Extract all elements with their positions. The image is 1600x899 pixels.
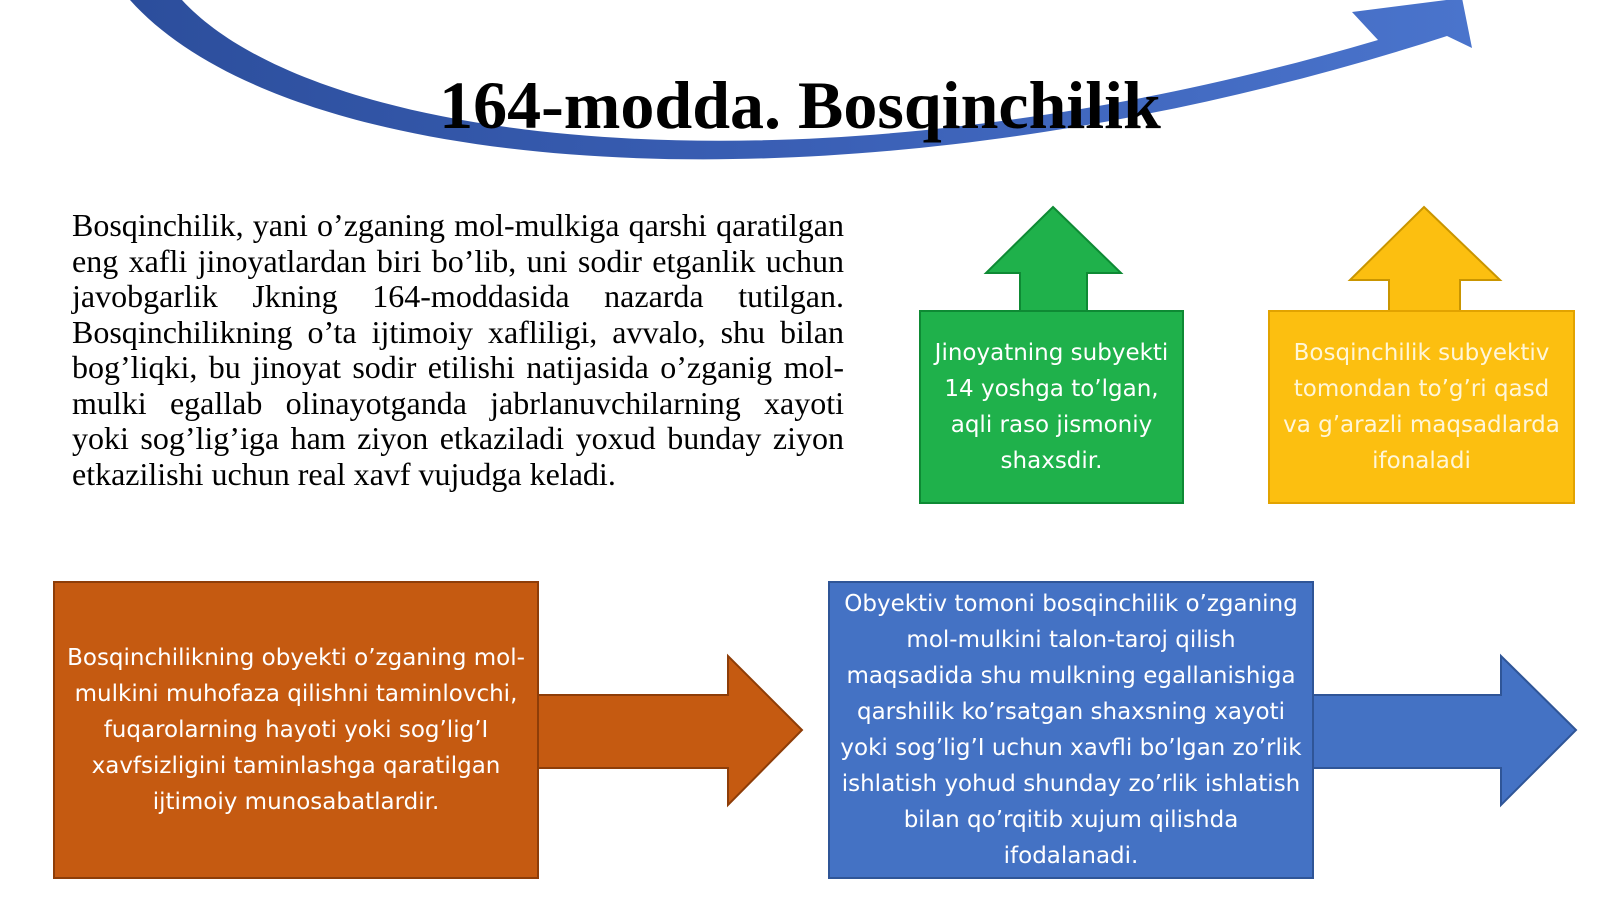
up-arrow-icon (986, 207, 1121, 311)
right-arrow-icon (1312, 656, 1576, 805)
subject-box (919, 310, 1184, 504)
subjective-side-box (1268, 310, 1575, 504)
object-text: Bosqinchilikning obyekti o’zganing mol-mulkini muhofaza qilishni taminlovchi, fuqarolarning hayoti yoki sog’lig’I xavfsizligini taminlashga qaratilgan ijtimoiy munosabatlardir. (67, 645, 525, 815)
up-arrow-icon (1350, 207, 1500, 311)
subjective-side-text: Bosqinchilik subyektiv tomondan to’g’ri qasd va g’arazli maqsadlarda ifonaladi (1283, 340, 1560, 474)
intro-paragraph: Bosqinchilik, yani o’zganing mol-mulkiga qarshi qaratilgan eng xafli jinoyatlardan biri bo’lib, uni sodir etganlik uchun javobgarlik Jkning 164-moddasida nazarda tutilgan. Bosqinchilikning o’ta ijtimoiy xafliligi, avvalo, shu bilan bog’liqki, bu jinoyat sodir etilishi natijasida o’zganig mol-mulki egallab olinayotganda jabrlanuvchilarning xayoti yoki sog’lig’iga ham ziyon etkaziladi yoxud bunday ziyon etkazilishi uchun real xavf vujudga keladi. (72, 207, 844, 492)
page-title: 164-modda. Bosqinchilik (439, 67, 1161, 143)
objective-side-text: Obyektiv tomoni bosqinchilik o’zganing mol-mulkini talon-taroj qilish maqsadida shu mulkning egallanishiga qarshilik ko’rsatgan shaxsning xayoti yoki sog’lig’I uchun xavfli bo’lgan zo’rlik ishlatish yohud shunday zo’rlik ishlatish bilan qo’rqitib xujum qilishda ifodalanadi. (840, 591, 1302, 869)
subject-text: Jinoyatning subyekti 14 yoshga to’lgan, aqli raso jismoniy shaxsdir. (934, 340, 1169, 474)
objective-side-box (828, 581, 1314, 879)
right-arrow-icon (537, 656, 802, 805)
object-box (53, 581, 539, 879)
